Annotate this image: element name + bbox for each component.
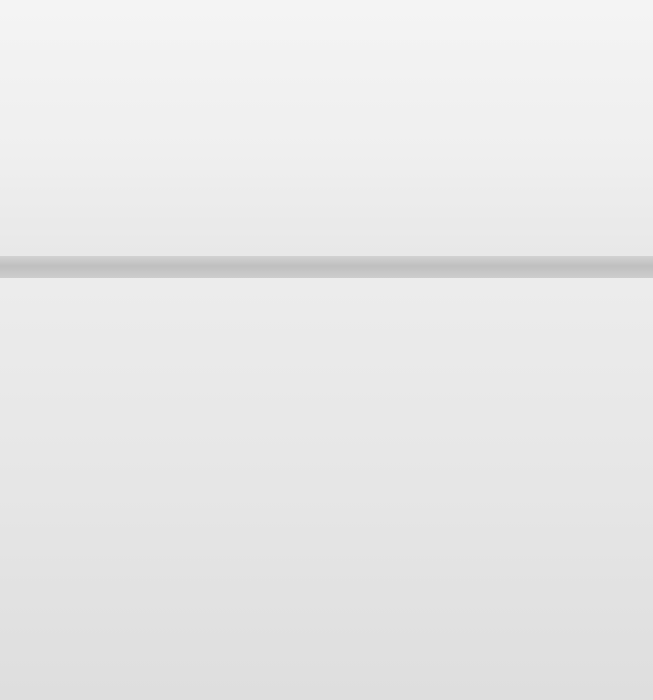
question-text <box>95 27 645 49</box>
page-bottom <box>0 278 653 700</box>
page-divider-band <box>0 256 653 278</box>
